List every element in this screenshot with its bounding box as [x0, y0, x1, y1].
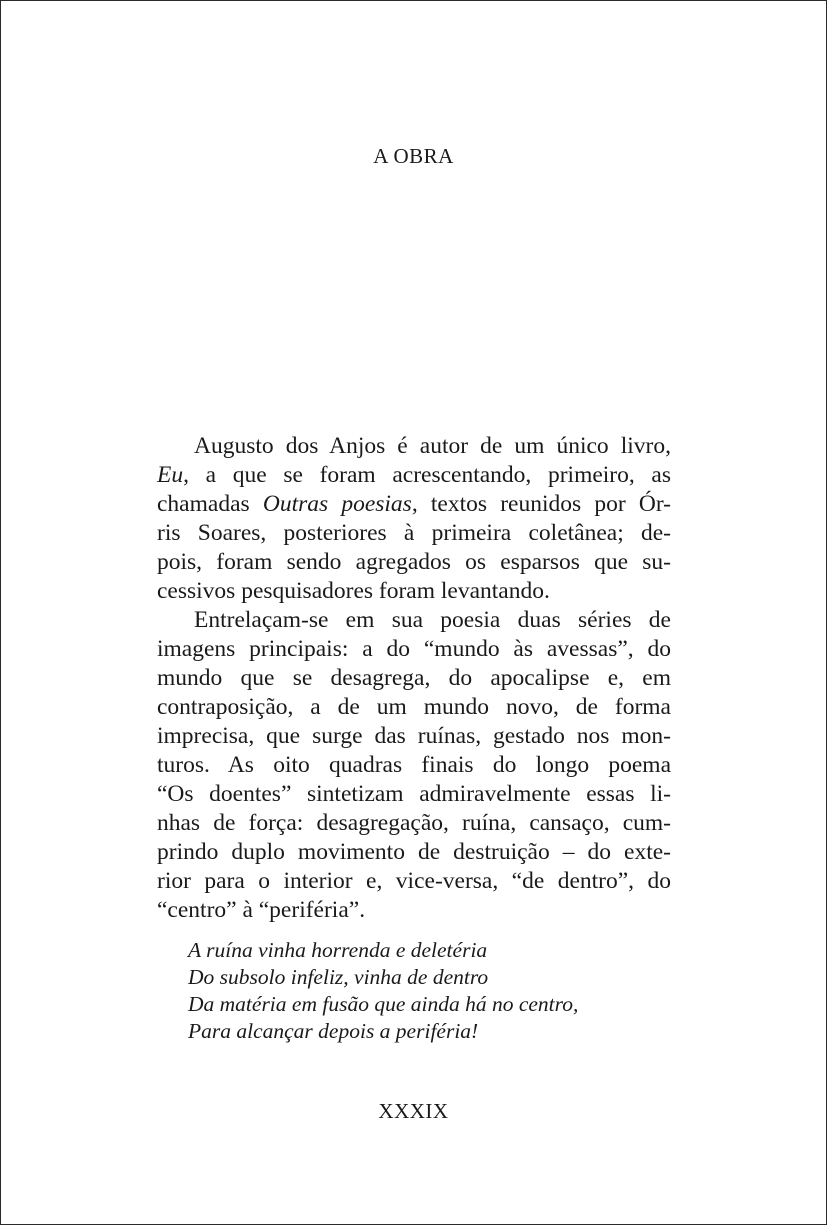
verse-quote — [188, 937, 578, 1045]
paragraph-2-line: “Os doentes” sintetizam admiravelmente essas li- — [157, 781, 671, 807]
paragraph-2-line: nhas de força: desagregação, ruína, cansaço, cum- — [157, 810, 671, 836]
paragraph-2-line: prindo duplo movimento de destruição – do exte- — [157, 839, 671, 865]
paragraph-1-text: chamadas — [157, 491, 263, 517]
paragraph-1-text: , textos reunidos por Ór- — [411, 491, 671, 517]
paragraph-1-line: Augusto dos Anjos é autor de um único livro, — [194, 433, 671, 459]
verse-line: A ruína vinha horrenda e deletéria — [188, 938, 488, 962]
paragraph-1-line: ris Soares, posteriores à primeira coletânea; de- — [157, 520, 671, 546]
paragraph-2-line: imprecisa, que surge das ruínas, gestado nos mon- — [157, 723, 671, 749]
paragraph-2-line: contraposição, a de um mundo novo, de forma — [157, 694, 671, 720]
body-text — [157, 432, 671, 925]
paragraph-1-text: , a que se foram acrescentando, primeiro, as — [183, 462, 671, 488]
paragraph-1-line: cessivos pesquisadores foram levantando. — [157, 578, 550, 604]
paragraph-1-line — [157, 490, 671, 519]
verse-line: Do subsolo infeliz, vinha de dentro — [188, 965, 489, 989]
chapter-heading: A OBRA — [373, 144, 454, 168]
book-title-outras-poesias: Outras poesias — [262, 491, 412, 517]
paragraph-2-line: imagens principais: a do “mundo às avessas”, do — [157, 636, 671, 662]
verse-line: Para alcançar depois a periféria! — [188, 1019, 479, 1043]
paragraph-2-line: turos. As oito quadras finais do longo poema — [157, 752, 671, 778]
paragraph-2-line: rior para o interior e, vice-versa, “de dentro”, do — [157, 868, 671, 894]
paragraph-1-line: pois, foram sendo agregados os esparsos que su- — [157, 549, 671, 575]
paragraph-2-line: “centro” à “periféria”. — [157, 897, 366, 923]
page-number: XXXIX — [378, 1099, 449, 1123]
paragraph-2-line: Entrelaçam-se em sua poesia duas séries de — [194, 607, 671, 633]
book-title-eu: Eu — [157, 462, 184, 488]
paragraph-2-line: mundo que se desagrega, do apocalipse e, em — [157, 665, 671, 691]
verse-line: Da matéria em fusão que ainda há no centro, — [188, 992, 579, 1016]
paragraph-1-line — [157, 461, 671, 490]
